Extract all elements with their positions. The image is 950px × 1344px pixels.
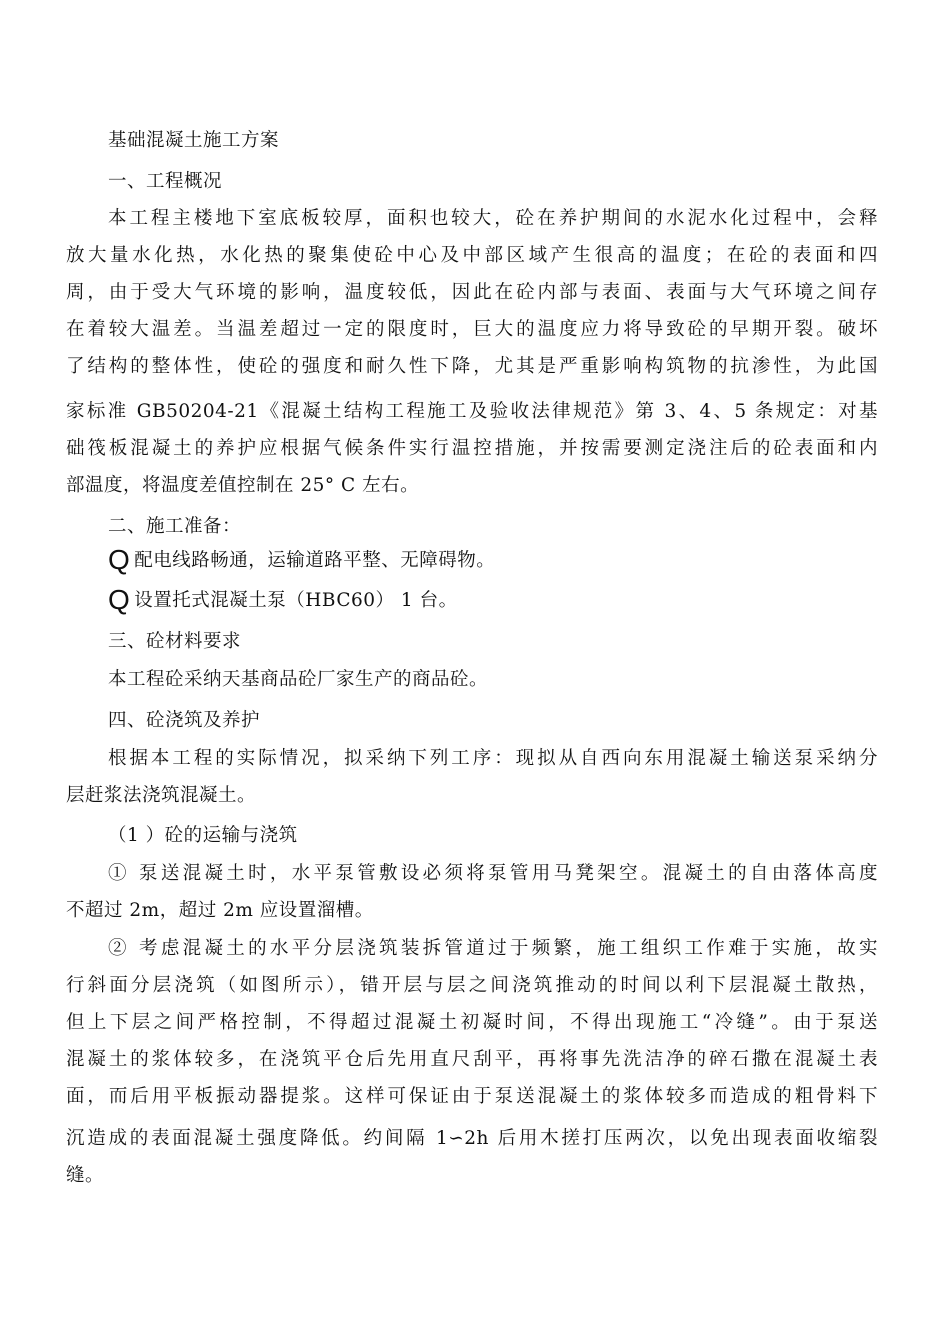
section-1-paragraph-line: 在着较大温差。当温差超过一定的限度时，巨大的温度应力将导致砼的早期开裂。破坏 bbox=[66, 319, 878, 340]
document-title: 基础混凝土施工方案 bbox=[108, 130, 280, 151]
list-item-text: 设置托式混凝土泵（HBC60） 1 台。 bbox=[134, 590, 458, 611]
q-bullet-icon: Q bbox=[108, 584, 131, 615]
item-1-line: ① 泵送混凝土时，水平泵管敷设必须将泵管用马凳架空。混凝土的自由落体高度 bbox=[108, 863, 878, 884]
item-2-line: ② 考虑混凝土的水平分层浇筑装拆管道过于频繁，施工组织工作难于实施，故实 bbox=[108, 938, 878, 959]
section-1-paragraph-line: 部温度，将温度差值控制在 25° C 左右。 bbox=[66, 475, 420, 496]
section-1-paragraph-line: 放大量水化热，水化热的聚集使砼中心及中部区域产生很高的温度；在砼的表面和四 bbox=[66, 245, 878, 266]
item-2-line: 混凝土的浆体较多，在浇筑平仓后先用直尺刮平，再将事先洗洁净的碎石撒在混凝土表 bbox=[66, 1049, 878, 1070]
list-item-text: 配电线路畅通，运输道路平整、无障碍物。 bbox=[134, 550, 496, 571]
item-2-line: 沉造成的表面混凝土强度降低。约间隔 1∽2h 后用木搓打压两次，以免出现表面收缩裂 bbox=[66, 1128, 878, 1149]
section-1-paragraph-line: 周，由于受大气环境的影响，温度较低，因此在砼内部与表面、表面与大气环境之间存 bbox=[66, 282, 878, 303]
section-1-paragraph-line: 家标准 GB50204-21《混凝土结构工程施工及验收法律规范》第 3、4、5 条规定：对基 bbox=[66, 401, 878, 422]
section-1-heading: 一、工程概况 bbox=[108, 171, 223, 192]
list-item bbox=[108, 584, 458, 615]
item-2-line: 面，而后用平板振动器提浆。这样可保证由于泵送混凝土的浆体较多而造成的粗骨料下 bbox=[66, 1086, 878, 1107]
item-2-line: 但上下层之间严格控制，不得超过混凝土初凝时间，不得出现施工“冷缝”。由于泵送 bbox=[66, 1012, 878, 1033]
item-1-line: 不超过 2m，超过 2m 应设置溜槽。 bbox=[66, 900, 374, 921]
section-4-heading: 四、砼浇筑及养护 bbox=[108, 710, 261, 731]
item-2-line: 行斜面分层浇筑（如图所示），错开层与层之间浇筑推动的时间以利下层混凝土散热， bbox=[66, 975, 878, 996]
section-4-intro-line: 根据本工程的实际情况，拟采纳下列工序：现拟从自西向东用混凝土输送泵采纳分 bbox=[108, 748, 878, 769]
section-3-heading: 三、砼材料要求 bbox=[108, 631, 242, 652]
subsection-heading: （1 ）砼的运输与浇筑 bbox=[108, 825, 298, 846]
section-3-paragraph: 本工程砼采纳天基商品砼厂家生产的商品砼。 bbox=[108, 669, 489, 690]
section-1-paragraph-line: 本工程主楼地下室底板较厚，面积也较大，砼在养护期间的水泥水化过程中，会释 bbox=[108, 208, 878, 229]
section-4-intro-line: 层赶浆法浇筑混凝土。 bbox=[66, 785, 257, 806]
section-2-heading: 二、施工准备： bbox=[108, 516, 242, 537]
item-2-line: 缝。 bbox=[66, 1165, 105, 1186]
list-item bbox=[108, 544, 496, 575]
section-1-paragraph-line: 了结构的整体性，使砼的强度和耐久性下降，尤其是严重影响构筑物的抗渗性，为此国 bbox=[66, 356, 878, 377]
q-bullet-icon: Q bbox=[108, 544, 131, 575]
section-1-paragraph-line: 础筏板混凝土的养护应根据气候条件实行温控措施，并按需要测定浇注后的砼表面和内 bbox=[66, 438, 878, 459]
